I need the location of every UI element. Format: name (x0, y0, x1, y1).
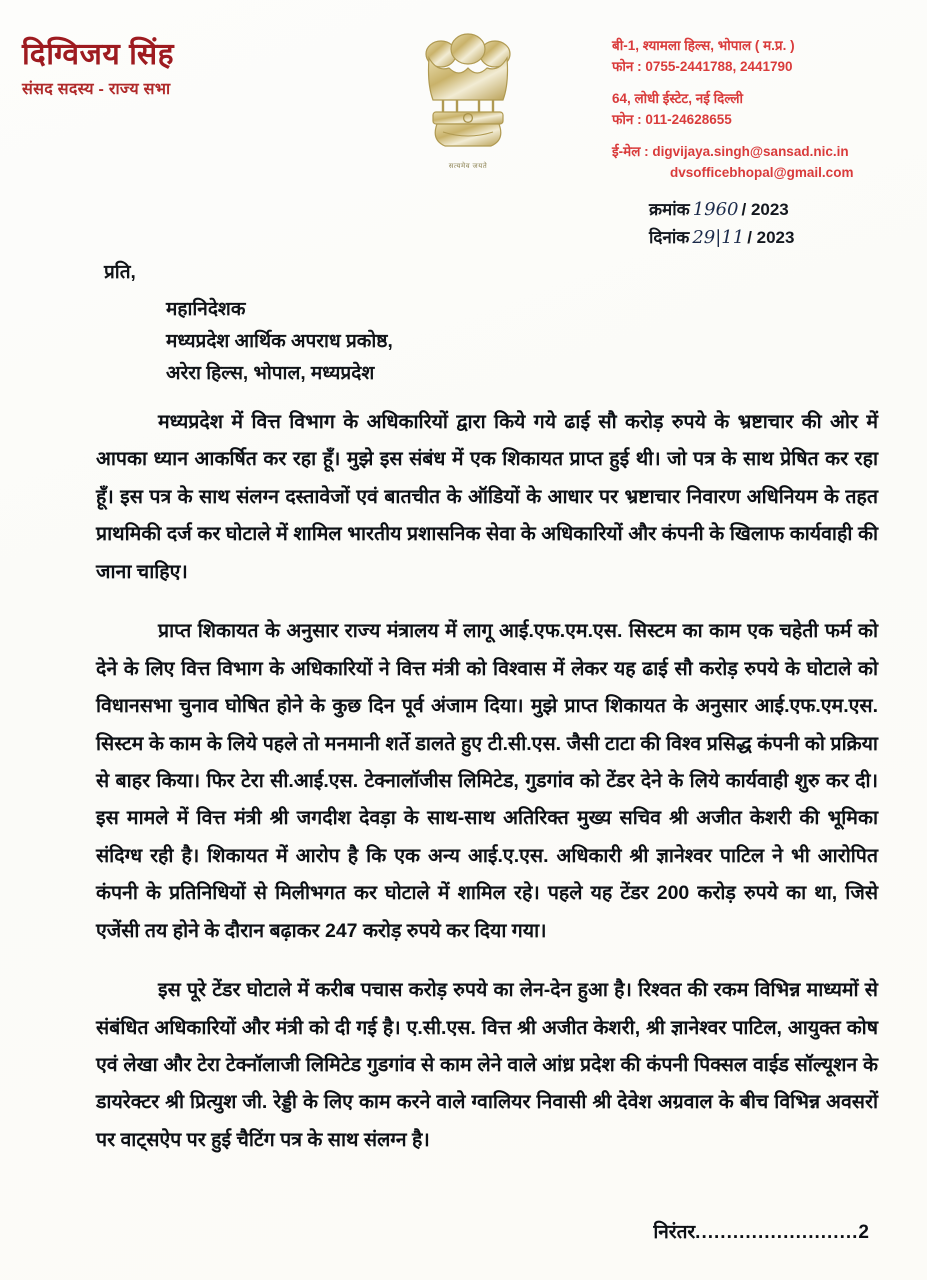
date-value: 29|11 (692, 226, 745, 248)
date-label: दिनांक (649, 227, 690, 247)
body-paragraph-1: मध्यप्रदेश में वित्त विभाग के अधिकारियों द्वारा किये गये ढाई सौ करोड़ रुपये के भ्रष्टाचार की ओर में आपका ध्यान आकर्षित कर रहा हूँ। मुझे इस संबंध में एक शिकायत प्राप्त हुई थी। जो पत्र के साथ प्रेषित कर रहा हूँ। इस पत्र के साथ संलग्न दस्तावेजों एवं बातचीत के ऑडियों के आधार पर भ्रष्टाचार निवारण अधिनियम के तहत प्राथमिकी दर्ज कर घोटाले में शामिल भारतीय प्रशासनिक सेवा के अधिकारियों और कंपनी के खिलाफ कार्यवाही की जाना चाहिए। (96, 411, 878, 583)
sender-designation: संसद सदस्य - राज्य सभा (22, 80, 171, 98)
addressee-lines (104, 294, 664, 390)
email-label: ई-मेल : (612, 143, 653, 159)
continuation-label: निरंतर (653, 1222, 696, 1243)
national-emblem-block (408, 28, 528, 178)
salutation: प्रति, (104, 262, 136, 283)
serial-value: 1960 (692, 199, 739, 220)
emblem-motto: सत्यमेव जयते (448, 163, 488, 170)
continuation-dots: .......................... (695, 1222, 859, 1243)
bhopal-phone: फोन : 0755-2441788, 2441790 (612, 58, 793, 74)
delhi-phone: फोन : 011-24628655 (612, 111, 732, 127)
delhi-address: 64, लोधी ईस्टेट, नई दिल्ली (612, 90, 743, 106)
email-group (612, 142, 922, 184)
addressee-line-designation: महानिदेशक (166, 299, 246, 320)
email-address-gmail[interactable]: dvsofficebhopal@gmail.com (670, 164, 854, 180)
addressee-line-department: मध्यप्रदेश आर्थिक अपराध प्रकोष्ठ, (166, 330, 393, 352)
sender-name: दिग्विजय सिंह (22, 38, 175, 71)
ashoka-lion-capital-icon (413, 28, 523, 156)
sender-identity-block (22, 38, 352, 99)
date-year: / 2023 (747, 227, 795, 247)
addressee-line-location: अरेरा हिल्स, भोपाल, मध्यप्रदेश (166, 362, 375, 384)
email-line-primary (612, 142, 922, 163)
date-row (649, 224, 879, 252)
letter-body (96, 404, 878, 1159)
serial-number-row (649, 196, 879, 224)
bhopal-office-group (612, 36, 922, 78)
reference-date-block (589, 196, 879, 252)
contact-block (612, 36, 922, 184)
delhi-office-group (612, 89, 922, 131)
addressee-block (104, 258, 664, 390)
body-paragraph-3: इस पूरे टेंडर घोटाले में करीब पचास करोड़ रुपये का लेन-देन हुआ है। रिश्वत की रकम विभिन्न माध्यमों से संबंधित अधिकारियों और मंत्री को दी गई है। ए.सी.एस. वित्त श्री अजीत केशरी, श्री ज्ञानेश्वर पाटिल, आयुक्त कोष एवं लेखा और टेरा टेक्नॉलाजी लिमिटेड गुडगांव से काम लेने वाले आंध्र प्रदेश की कंपनी पिक्सल वाईड सॉल्यूशन के डायरेक्टर श्री प्रित्युश जी. रेड्डी के लिए काम करने वाले ग्वालियर निवासी श्री देवेश अग्रवाल के बीच विभिन्न अवसरों पर वाट्सऐप पर हुई चैटिंग पत्र के साथ संलग्न है। (96, 979, 878, 1151)
serial-label: क्रमांक (649, 200, 690, 219)
body-paragraph-2: प्राप्त शिकायत के अनुसार राज्य मंत्रालय में लागू आई.एफ.एम.एस. सिस्टम का काम एक चहेती फर्म को देने के लिए वित्त विभाग के अधिकारियों ने वित्त मंत्री को विश्वास में लेकर यह ढाई सौ करोड़ रुपये के घोटाले को विधानसभा चुनाव घोषित होने के कुछ दिन पूर्व अंजाम दिया। मुझे प्राप्त शिकायत के अनुसार आई.एफ.एम.एस. सिस्टम के काम के लिये पहले तो मनमानी शर्ते डालते हुए टी.सी.एस. जैसी टाटा की विश्व प्रसिद्ध कंपनी को प्रक्रिया से बाहर किया। फिर टेरा सी.आई.एस. टेक्नालॉजीस लिमिटेड, गुडगांव को टेंडर देने के लिये कार्यवाही शुरु कर दी। इस मामले में वित्त मंत्री श्री जगदीश देवड़ा के साथ-साथ अतिरिक्त मुख्य सचिव श्री अजीत केशरी की भूमिका संदिग्ध रही है। शिकायत में आरोप है कि एक अन्य आई.ए.एस. अधिकारी श्री ज्ञानेश्वर पाटिल ने भी आरोपित कंपनी के प्रतिनिधियों से मिलीभगत कर घोटाले में शामिल रहे। पहले यह टेंडर 200 करोड़ रुपये का था, जिसे एजेंसी तय होने के दौरान बढ़ाकर 247 करोड़ रुपये कर दिया गया। (96, 620, 878, 942)
bhopal-address: बी-1, श्यामला हिल्स, भोपाल ( म.प्र. ) (612, 38, 795, 53)
letterhead (0, 0, 927, 195)
serial-year: / 2023 (741, 200, 789, 219)
email-address-sansad[interactable]: digvijaya.singh@sansad.nic.in (652, 143, 849, 159)
continuation-page-number: 2 (858, 1222, 869, 1243)
continuation-marker (653, 1218, 869, 1244)
